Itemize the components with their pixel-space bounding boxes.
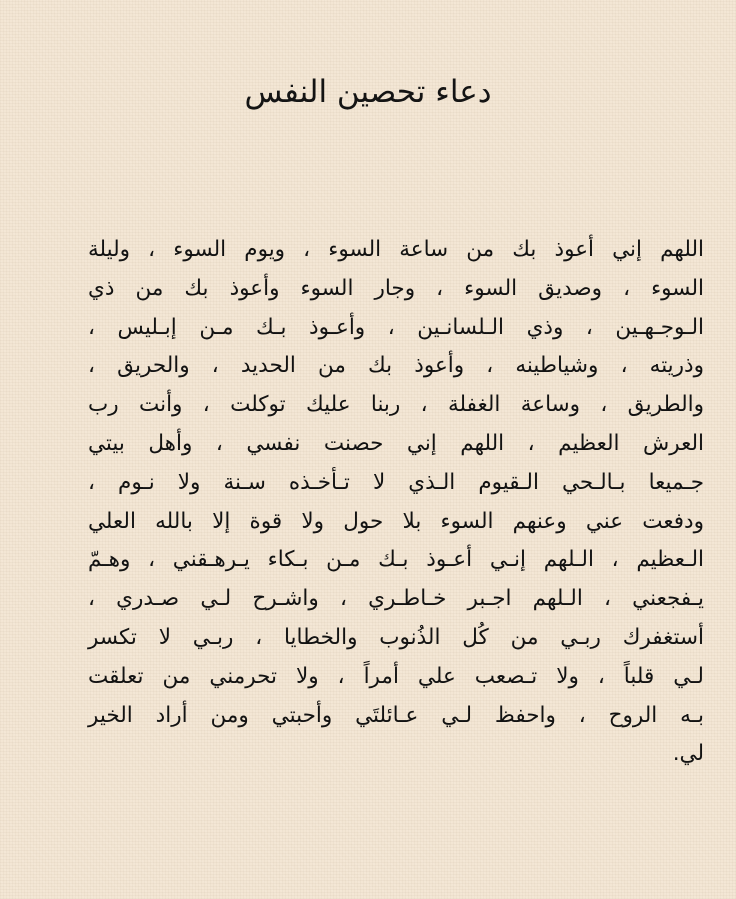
text-line: اللهم إني أعوذ بك من ساعة السوء ، ويوم السوء ، وليلة bbox=[88, 237, 704, 262]
text-line: الـوجـهـين ، وذي الـلسانـين ، وأعـوذ بـك مـن إبـليس ، bbox=[88, 314, 704, 340]
text-line: الـعظيم ، الـلهم إنـي أعـوذ بـك مـن بـكاء يـرهـقني ، وهـمّ bbox=[88, 547, 704, 573]
text-line: العرش العظيم ، اللهم إني حصنت نفسي ، وأهل بيتي bbox=[88, 430, 704, 456]
text-line: يـفجعني ، الـلهم اجـبر خـاطـري ، واشـرح لـي صـدري ، bbox=[88, 586, 704, 612]
text-line: أستغفرك ربـي من كُل الذُنوب والخطايا ، ربـي لا تكسر bbox=[88, 624, 704, 650]
text-line: بـه الروح ، واحفظ لـي عـائلتَي وأحبتي ومن أراد الخير bbox=[88, 702, 704, 728]
text-line: والطريق ، وساعة الغفلة ، ربنا عليك توكلت ، وأنت رب bbox=[88, 392, 704, 418]
text-line: لـي قلباً ، ولا تـصعب علي أمراً ، ولا تحرمني من تعلقت bbox=[88, 663, 704, 689]
text-line: لي. bbox=[672, 741, 704, 767]
page-title: دعاء تحصين النفس bbox=[244, 74, 492, 110]
text-line: ودفعت عني وعنهم السوء بلا حول ولا قوة إلا بالله العلي bbox=[88, 508, 704, 534]
text-line: السوء ، وصديق السوء ، وجار السوء وأعوذ بك من ذي bbox=[88, 275, 704, 301]
text-line: وذريته ، وشياطينه ، وأعوذ بك من الحديد ، والحريق ، bbox=[88, 353, 704, 379]
text-line: جـميعا بـالـحي الـقيوم الـذي لا تـأخـذه سـنة ولا نـوم ، bbox=[88, 469, 704, 495]
prayer-text bbox=[88, 231, 704, 774]
